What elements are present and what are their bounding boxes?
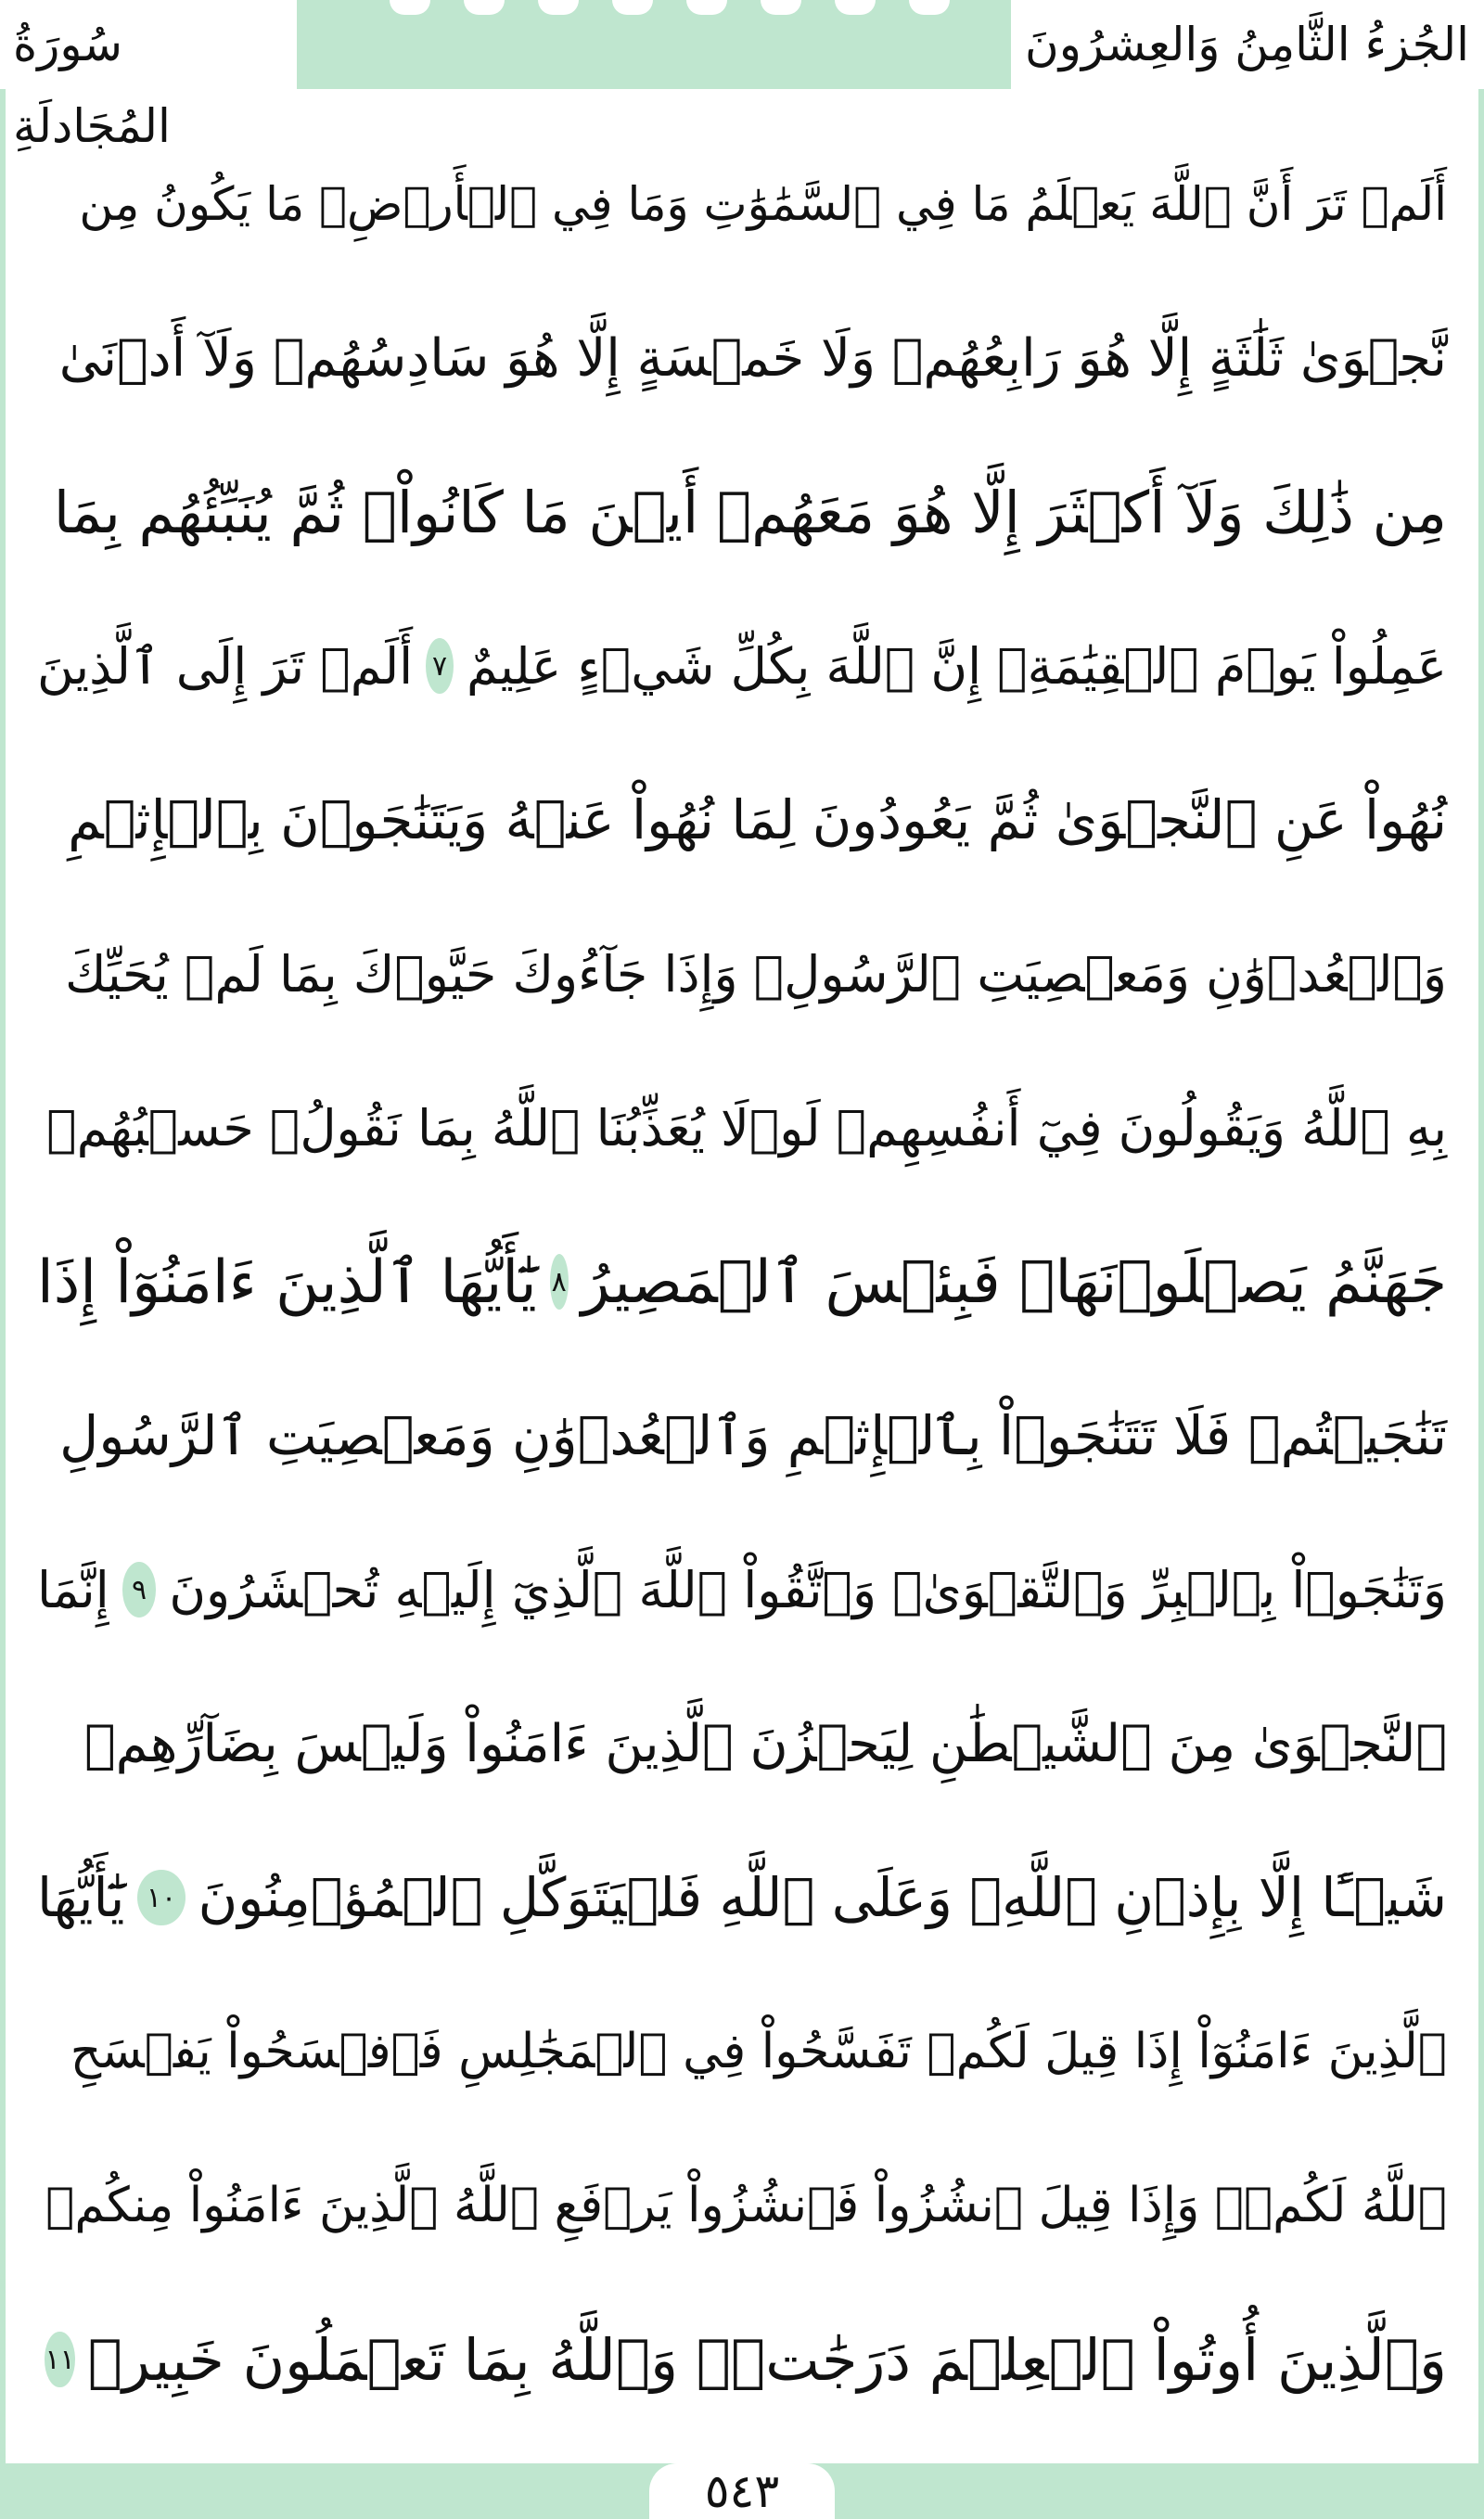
juz-title: الجُزءُ الثَّامِنُ وَالعِشرُونَ [1024, 18, 1469, 71]
ayah-number-marker: ٨ [550, 1254, 569, 1310]
verse-text: يَٰٓأَيُّهَا ٱلَّذِينَ ءَامَنُوٓاْ إِذَا [37, 1247, 537, 1317]
verse-line [37, 2131, 1447, 2280]
page-number: ٥٤٣ [649, 2463, 835, 2519]
verse-line [37, 1054, 1447, 1202]
verse-line [37, 438, 1447, 586]
verse-line [37, 284, 1447, 432]
verse-line [37, 1515, 1447, 1664]
verse-text: شَيۡـًٔا إِلَّا بِإِذۡنِ ٱللَّهِۚ وَعَلَى ٱللَّهِ فَلۡيَتَوَكَّلِ ٱلۡمُؤۡمِنُونَ [198, 1866, 1447, 1929]
page-border-left [0, 89, 6, 2463]
verse-line [37, 1823, 1447, 1972]
verse-text: جَهَنَّمُ يَصۡلَوۡنَهَاۖ فَبِئۡسَ ٱلۡمَصِيرُ [581, 1247, 1447, 1317]
verse-text: عَمِلُواْ يَوۡمَ ٱلۡقِيَٰمَةِۚ إِنَّ ٱللَّهَ بِكُلِّ شَيۡءٍ عَلِيمٌ [466, 636, 1447, 696]
verse-text: بِهِ ٱللَّهُ وَيَقُولُونَ فِيٓ أَنفُسِهِمۡ لَوۡلَا يُعَذِّبُنَا ٱللَّهُ بِمَا نَقُولُۚ حَسۡبُهُمۡ [46, 1098, 1447, 1157]
verse-line [37, 130, 1447, 278]
verse-text: وَٱلۡعُدۡوَٰنِ وَمَعۡصِيَتِ ٱلرَّسُولِۖ وَإِذَا جَآءُوكَ حَيَّوۡكَ بِمَا لَمۡ يُحَيِّكَ [65, 944, 1447, 1004]
verse-text: وَتَنَٰجَوۡاْ بِٱلۡبِرِّ وَٱلتَّقۡوَىٰۖ وَٱتَّقُواْ ٱللَّهَ ٱلَّذِيٓ إِلَيۡهِ تُحۡشَرُونَ [169, 1560, 1447, 1619]
verse-text: إِنَّمَا [37, 1560, 109, 1619]
verse-line [37, 1977, 1447, 2126]
verse-line [37, 1208, 1447, 1356]
ayah-number-marker: ١٠ [137, 1870, 185, 1925]
verse-text: ٱلَّذِينَ ءَامَنُوٓاْ إِذَا قِيلَ لَكُمۡ تَفَسَّحُواْ فِي ٱلۡمَجَٰلِسِ فَٱفۡسَحُواْ يَفۡسَحِ [70, 2024, 1447, 2079]
page-border-right [1478, 89, 1484, 2463]
verse-text: مِن ذَٰلِكَ وَلَآ أَكۡثَرَ إِلَّا هُوَ مَعَهُمۡ أَيۡنَ مَا كَانُواْۖ ثُمَّ يُنَبِّئُهُم بِمَا [53, 478, 1447, 546]
verse-text: ٱلنَّجۡوَىٰ مِنَ ٱلشَّيۡطَٰنِ لِيَحۡزُنَ ٱلَّذِينَ ءَامَنُواْ وَلَيۡسَ بِضَآرِّهِمۡ [84, 1713, 1447, 1774]
verse-text: يَٰٓأَيُّهَا [37, 1866, 125, 1929]
verse-text: أَلَمۡ تَرَ أَنَّ ٱللَّهَ يَعۡلَمُ مَا فِي ٱلسَّمَٰوَٰتِ وَمَا فِي ٱلۡأَرۡضِۖ مَا يَكُونُ مِن [79, 177, 1447, 231]
ayah-number-marker: ١١ [45, 2332, 74, 2387]
verse-line [37, 592, 1447, 740]
verse-line [37, 1669, 1447, 1818]
ayah-number-marker: ٩ [122, 1562, 157, 1618]
verse-text: نَّجۡوَىٰ ثَلَٰثَةٍ إِلَّا هُوَ رَابِعُهُمۡ وَلَا خَمۡسَةٍ إِلَّا هُوَ سَادِسُهُمۡ وَلَآ أَدۡنَىٰ [58, 327, 1447, 389]
verse-line [37, 2285, 1447, 2434]
verse-text: نُهُواْ عَنِ ٱلنَّجۡوَىٰ ثُمَّ يَعُودُونَ لِمَا نُهُواْ عَنۡهُ وَيَتَنَٰجَوۡنَ بِٱلۡإِثۡمِ [68, 788, 1447, 851]
verse-text: تَنَٰجَيۡتُمۡ فَلَا تَتَنَٰجَوۡاْ بِٱلۡإِثۡمِ وَٱلۡعُدۡوَٰنِ وَمَعۡصِيَتِ ٱلرَّسُولِ [59, 1404, 1447, 1467]
verse-text: أَلَمۡ تَرَ إِلَى ٱلَّذِينَ [37, 636, 414, 696]
verse-text-area [37, 130, 1447, 2449]
verse-text: وَٱلَّذِينَ أُوتُواْ ٱلۡعِلۡمَ دَرَجَٰتٖۚ وَٱللَّهُ بِمَا تَعۡمَلُونَ خَبِيرٞ [87, 2325, 1447, 2394]
verse-line [37, 900, 1447, 1048]
verse-text: ٱللَّهُ لَكُمۡۖ وَإِذَا قِيلَ ٱنشُزُواْ فَٱنشُزُواْ يَرۡفَعِ ٱللَّهُ ٱلَّذِينَ ءَامَنُواْ مِنكُمۡ [45, 2178, 1447, 2233]
verse-line [37, 1362, 1447, 1510]
surah-title: سُورَةُ المُجَادلَةِ [13, 18, 171, 153]
ayah-number-marker: ٧ [426, 638, 454, 694]
page-header [0, 0, 1484, 153]
verse-line [37, 746, 1447, 894]
